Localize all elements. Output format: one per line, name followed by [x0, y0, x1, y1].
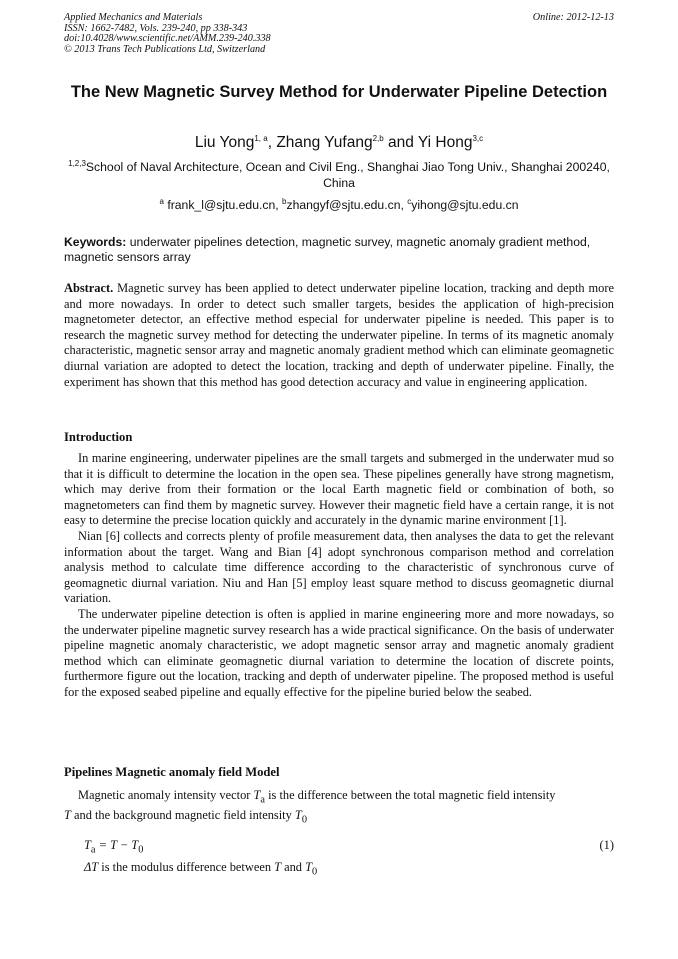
- section-heading-model: Pipelines Magnetic anomaly field Model: [64, 765, 280, 779]
- email-sup: c: [407, 196, 412, 206]
- author-sup: 1, a: [254, 133, 268, 143]
- keywords: [64, 235, 614, 265]
- affiliation-sup: 1,2,3: [68, 158, 86, 168]
- var-t: T: [64, 808, 71, 823]
- abstract-text: Magnetic survey has been applied to detect underwater pipeline location, tracking and depth more and more nowadays. In order to detect such smaller targets, besides the application of high-precision magnetometer detector, an effective method especial for underwater pipeline is needed. This paper is to research the magnetic survey method for detecting the underwater pipeline. In terms of its magnetic anomaly characteristic, magnetic sensor array and magnetic anomaly gradient method which can eliminate geomagnetic diurnal variation are adopted to detect the location, tracking and depth of underwater pipeline. Finally, the experiment has shown that this method has good detection accuracy and value in engineering application.: [64, 281, 614, 389]
- text-run: and: [281, 860, 306, 874]
- paragraph: Nian [6] collects and corrects plenty of profile measurement data, then analyses the data to get the relevant information about the target. Wang and Bian [4] adopt synchronous comparison method and correlation analysis method to calculate time difference according to the characteristic of synchronous curve of geomagnetic diurnal variation. Niu and Han [5] employ least square method to discuss geomagnetic diurnal variation.: [64, 528, 614, 606]
- var-sub: 0: [138, 844, 144, 856]
- var-sub: 0: [301, 814, 307, 826]
- author-sep: and: [383, 134, 418, 151]
- keywords-label: Keywords:: [64, 235, 127, 249]
- keywords-text: underwater pipelines detection, magnetic survey, magnetic anomaly gradient method, magnetic sensors array: [64, 235, 591, 264]
- equation-rhs: = T − T: [98, 838, 139, 852]
- text-run: Magnetic anomaly intensity vector: [78, 788, 254, 802]
- equation-1: [84, 838, 614, 855]
- author-sup: 3,c: [472, 133, 484, 143]
- paragraph: [64, 788, 614, 808]
- delta-sentence: [84, 860, 317, 877]
- var-t: T: [294, 808, 302, 823]
- text-run: is the difference between the total magnetic field intensity: [264, 788, 556, 802]
- abstract: [64, 281, 614, 390]
- var-t: T: [84, 838, 91, 852]
- var-t: T: [305, 860, 313, 874]
- var-sub: a: [260, 794, 265, 806]
- author-name: Yi Hong: [417, 134, 473, 151]
- model-body: [64, 788, 614, 828]
- online-date: Online: 2012-12-13: [532, 12, 614, 23]
- var-t: T: [274, 860, 282, 874]
- abstract-label: Abstract.: [64, 281, 114, 295]
- email-link[interactable]: frank_l@sjtu.edu.cn,: [163, 198, 283, 212]
- author-name: Liu Yong: [194, 134, 255, 151]
- journal-name: Applied Mechanics and Materials: [64, 12, 203, 23]
- delta-t: ΔT: [84, 860, 99, 874]
- affiliation-text: School of Naval Architecture, Ocean and Civil Eng., Shanghai Jiao Tong Univ., Shanghai 200240, China: [85, 160, 610, 190]
- email-sup: b: [282, 196, 287, 206]
- text-run: is the modulus difference between: [98, 860, 275, 874]
- email-sup: a: [159, 196, 164, 206]
- copyright-line: © 2013 Trans Tech Publications Ltd, Switzerland: [64, 43, 266, 55]
- introduction-body: [64, 451, 614, 701]
- paper-title: The New Magnetic Survey Method for Underwater Pipeline Detection: [70, 83, 608, 101]
- journal-header: [64, 13, 271, 55]
- author-name: Zhang Yufang: [276, 134, 373, 151]
- author-list: [64, 134, 614, 152]
- var-sub: a: [90, 844, 96, 856]
- text-run: and the background magnetic field intensity: [70, 808, 295, 823]
- affiliation: [64, 160, 614, 191]
- doi-line: doi:10.4028/www.scientific.net/AMM.239-240.338: [64, 33, 271, 45]
- var-t: T: [253, 788, 261, 802]
- equation-number: (1): [599, 838, 614, 852]
- email-link[interactable]: zhangyf@sjtu.edu.cn,: [286, 198, 408, 212]
- paragraph: In marine engineering, underwater pipelines are the small targets and submerged in the underwater mud so that it is difficult to determine the location in the open sea. These pipelines generally have strong magnetism, which may derive from their formation or the local Earth magnetic field or combination of both, so magnetometers can find them by magnetic survey. However their magnetic field have a certain range, it is not easy to determine the precise location quickly and accurately in the dynamic marine environment [1].: [64, 451, 614, 528]
- issn-line: ISSN: 1662-7482, Vols. 239-240, pp 338-343: [64, 22, 248, 34]
- email-link[interactable]: yihong@sjtu.edu.cn: [411, 198, 519, 212]
- section-heading-introduction: Introduction: [64, 430, 133, 444]
- paragraph: The underwater pipeline detection is often is applied in marine engineering more and more nowadays, so the underwater pipeline magnetic survey research has a wide practical significance. On the basis of underwater pipeline magnetic anomaly characteristic, we adopt magnetic sensor array and magnetic anomaly gradient method which can eliminate geomagnetic diurnal variation to determine the location of discrete points, furthermore figure out the location, tracking and depth of underwater pipeline. The proposed method is useful for the exposed seabed pipeline and equally effective for the pipeline buried below the seabed.: [64, 606, 614, 699]
- var-sub: 0: [312, 866, 318, 878]
- email-list: [64, 198, 614, 212]
- author-sep: ,: [267, 134, 277, 151]
- author-sup: 2,b: [372, 133, 384, 143]
- paragraph: [64, 808, 614, 828]
